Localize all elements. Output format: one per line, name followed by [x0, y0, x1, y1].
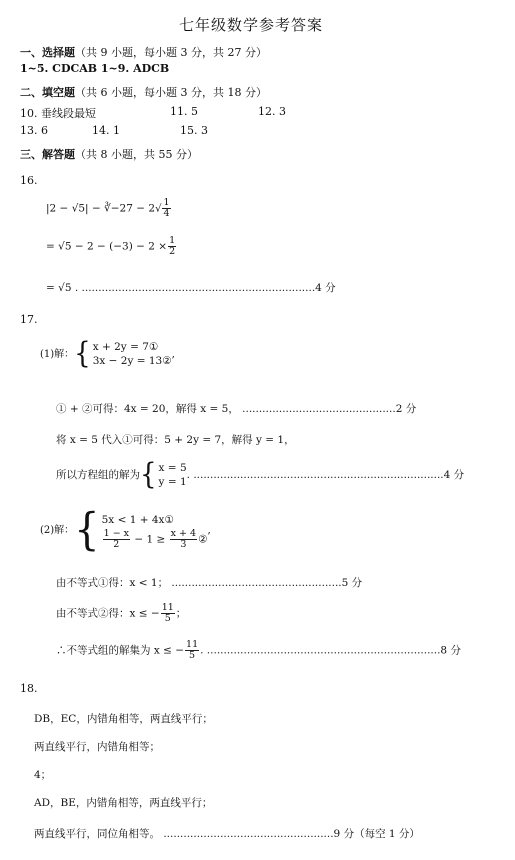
- q17-ineq-step2: [56, 603, 186, 624]
- q16-line1-expr: |2 − √5| − ∛−27 − 2: [46, 202, 156, 215]
- operator: − 1 ≥: [131, 533, 169, 545]
- step-text: ∴不等式组的解集为 x ≤ −: [56, 644, 185, 657]
- brace-icon: {: [74, 337, 91, 371]
- equation-system: [93, 340, 172, 368]
- step-score: . ......................................................................8 分: [200, 644, 461, 657]
- fraction: [161, 603, 175, 624]
- numerator: 1: [163, 197, 170, 208]
- numerator: 1: [169, 235, 176, 246]
- brace-icon: {: [74, 504, 100, 556]
- q18-row3: 4；: [34, 769, 52, 781]
- sqrt-symbol: √: [155, 203, 162, 215]
- q17-number: 17.: [20, 313, 38, 326]
- fill-answer-11: 11. 5: [170, 105, 198, 118]
- fill-answer-12: 12. 3: [258, 105, 286, 118]
- q16-number: 16.: [20, 174, 38, 187]
- section-choice: [20, 44, 267, 60]
- denominator: 5: [164, 612, 171, 624]
- section-solve: [20, 146, 198, 162]
- fraction: [162, 198, 170, 219]
- q16-line3: = √5 . ......................................................................4 分: [46, 282, 336, 294]
- denominator: 3: [180, 538, 187, 550]
- part-label: (2)解：: [40, 525, 75, 536]
- q18-number: 18.: [20, 682, 38, 695]
- q18-row1: DB，EC，内错角相等，两直线平行；: [34, 713, 213, 725]
- q16-line2: [46, 236, 177, 257]
- q17-step1: ① + ②可得：4x = 20，解得 x = 5， ..............................................2 分: [56, 403, 417, 415]
- numerator: 11: [161, 602, 174, 613]
- equation-1: x + 2y = 7①: [92, 341, 159, 353]
- punctuation: ,: [171, 348, 175, 360]
- denominator: 2: [169, 245, 176, 257]
- brace-icon: {: [140, 458, 157, 492]
- q18-row2: 两直线平行，内错角相等；: [34, 741, 160, 753]
- part-label: (1)解：: [40, 349, 75, 360]
- denominator: 5: [189, 649, 196, 661]
- q16-line2-expr: = √5 − 2 − (−3) − 2 ×: [46, 240, 168, 253]
- inequality-2: [102, 529, 208, 550]
- section-solve-note: （共 8 小题，共 55 分）: [75, 148, 198, 161]
- inequality-system: [102, 511, 208, 550]
- q16-line1: [46, 198, 172, 219]
- fraction: [185, 640, 199, 661]
- solution-system: [159, 461, 187, 489]
- numerator: 11: [186, 639, 199, 650]
- q17-part2-system: [40, 504, 211, 556]
- choice-answers: 1~5. CDCAB 1~9. ADCB: [20, 62, 170, 75]
- fill-answer-10: 10. 垂线段最短: [20, 107, 96, 120]
- section-choice-note: （共 9 小题，每小题 3 分，共 27 分）: [75, 46, 267, 59]
- section-choice-head: 一、选择题: [20, 46, 75, 59]
- numerator: 1 − x: [103, 527, 130, 539]
- circled-label: ②: [198, 533, 208, 545]
- fill-answer-15: 15. 3: [180, 124, 208, 137]
- section-fill-note: （共 6 小题，每小题 3 分，共 18 分）: [75, 86, 267, 99]
- denominator: 4: [163, 207, 170, 219]
- fill-answer-14: 14. 1: [92, 124, 120, 137]
- punctuation: ,: [207, 524, 211, 536]
- solution-x: x = 5: [158, 462, 187, 474]
- fraction: [168, 236, 176, 257]
- numerator: x + 4: [170, 527, 197, 539]
- section-fill-head: 二、填空题: [20, 86, 75, 99]
- q18-row5: 两直线平行，同位角相等。 ...................................................9 分（每空 1 分）: [34, 828, 420, 840]
- q17-step2: 将 x = 5 代入①可得：5 + 2y = 7，解得 y = 1，: [56, 434, 295, 446]
- step-text: 由不等式②得：x ≤ −: [56, 607, 160, 620]
- page-title: 七年级数学参考答案: [179, 16, 324, 34]
- q17-part1-system: [40, 337, 175, 371]
- solution-y: y = 1: [158, 476, 187, 488]
- step-score: . ...........................................................................4 分: [186, 469, 465, 481]
- step-text: 所以方程组的解为: [56, 469, 140, 481]
- section-solve-head: 三、解答题: [20, 148, 75, 161]
- inequality-1: 5x < 1 + 4x①: [101, 513, 174, 526]
- q17-step3: [56, 458, 465, 492]
- punctuation: ；: [175, 607, 187, 620]
- q18-row4: AD，BE，内错角相等，两直线平行；: [34, 797, 213, 809]
- section-fill: [20, 84, 267, 100]
- denominator: 2: [113, 538, 120, 550]
- fraction: [170, 529, 197, 550]
- q17-ineq-step1: 由不等式①得：x < 1； ...................................................5 分: [56, 577, 363, 589]
- fraction: [103, 529, 130, 550]
- q17-ineq-step3: [56, 640, 461, 661]
- fill-answer-13: 13. 6: [20, 124, 48, 137]
- equation-2: 3x − 2y = 13②: [92, 355, 172, 367]
